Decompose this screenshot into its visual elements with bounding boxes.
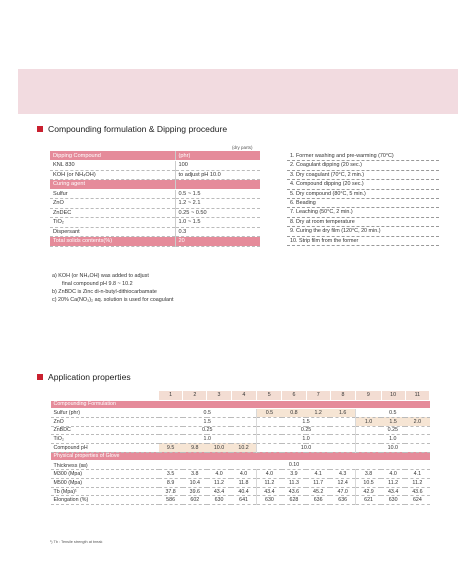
section-application-title: Application properties: [37, 372, 131, 382]
compound-table: [50, 151, 260, 247]
footnote: ¹) Tb : Tensile strength at break: [50, 540, 103, 544]
table-row: M500 (Mpa) 8.9 10.4 11.2 11.8 11.2 11.3 11.7 12.4 10.5 11.2 11.2: [51, 479, 430, 488]
table-row: ZnDEC 0.25 ~ 0.50: [50, 208, 260, 218]
physical-properties-row: Physical properties of Glove: [51, 452, 430, 461]
list-item: 5. Dry compound (80°C, 5 min.): [287, 190, 439, 199]
unit-label: (dry parts): [232, 145, 253, 150]
table-row: ZnBDC 0.25 0.25 0.25: [51, 426, 430, 435]
table-row: Elongation (%) 586 602 630 641 630 628 636 636 621 630 624: [51, 496, 430, 505]
header-band: [18, 69, 458, 114]
list-item: 6. Beading: [287, 199, 439, 208]
table-row: Compound pH 9.5 9.8 10.0 10.2 10.0 10.0: [51, 443, 430, 452]
table-row: ZnO 1.5 1.5 1.0 1.5 2.0: [51, 417, 430, 426]
list-item: 8. Dry at room temperature: [287, 218, 439, 227]
table-row: Tb (Mpa)¹ 37.8 39.6 43.4 40.4 43.4 43.6 45.2 47.0 42.9 43.4 43.6: [51, 487, 430, 496]
list-item: 4. Compound dipping (20 sec.): [287, 180, 439, 189]
table-row: KNL 830 100: [50, 161, 260, 171]
dipping-procedure-list: [287, 152, 439, 246]
table-row: KOH (or NH₄OH) to adjust pH 10.0: [50, 170, 260, 180]
table-row: ZnO 1.2 ~ 2.1: [50, 199, 260, 209]
table-row: M300 (Mpa) 3.5 3.8 4.0 4.0 4.0 3.9 4.1 4.3 3.8 4.0 4.1: [51, 470, 430, 479]
table-row: Thickness (㎜) 0.10: [51, 461, 430, 470]
section-compounding-title: Compounding formulation & Dipping procedure: [37, 124, 227, 134]
list-item: 3. Dry coagulant (70°C, 2 min.): [287, 171, 439, 180]
compound-notes: a) KOH (or NH₄OH) was added to adjust final compound pH 9.8 ~ 10.2 b) ZnBDC is Zinc di-n-butyl-dithiocarbamate c) 20% Ca(NO₃)₂ aq. solution is used for coagulant: [52, 273, 174, 303]
list-item: 7. Leaching (50°C, 2 min.): [287, 208, 439, 217]
table-row: TiO₂ 1.0 ~ 1.5: [50, 218, 260, 228]
total-solids-row: Total solids contents(%) 20: [50, 237, 260, 247]
compounding-formulation-row: Compounding Formulation: [51, 400, 430, 409]
bullet-square-icon: [37, 126, 43, 132]
compound-header-row: Dipping Compound (phr): [50, 151, 260, 161]
table-row: Sulfur 0.5 ~ 1.5: [50, 189, 260, 199]
table-row: TiO₂ 1.0 1.0 1.0: [51, 435, 430, 444]
bullet-square-icon: [37, 374, 43, 380]
list-item: 9. Curing the dry film (120°C, 20 min.): [287, 227, 439, 236]
sample-number-row: 1 2 3 4 5 6 7 8 9 10 11: [51, 391, 430, 401]
list-item: 10. Strip film from the former: [287, 237, 439, 246]
list-item: 2. Coagulant dipping (20 sec.): [287, 161, 439, 170]
list-item: 1. Former washing and pre-warming (70°C): [287, 152, 439, 161]
curing-agent-row: Curing agent: [50, 180, 260, 190]
table-row: Sulfur (phr) 0.5 0.5 0.8 1.2 1.6 0.5: [51, 409, 430, 418]
table-row: Dispersant 0.3: [50, 227, 260, 237]
application-properties-table: [50, 390, 430, 505]
